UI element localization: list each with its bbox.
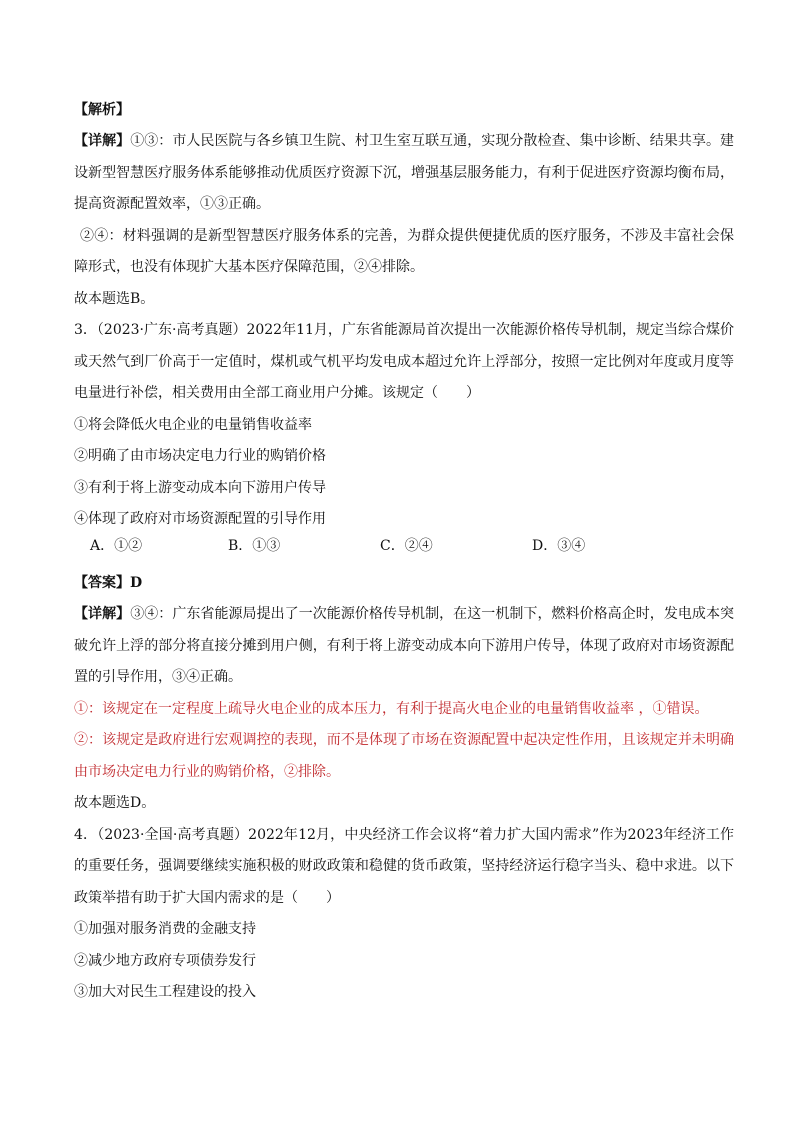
- choice-c: C．②④: [380, 537, 433, 554]
- detail-tag: 【详解】: [74, 133, 131, 149]
- analysis-heading: 【解析】: [74, 102, 130, 118]
- choice-d: D．③④: [532, 537, 586, 554]
- choice-b: B．①③: [228, 537, 281, 554]
- question-3-stem: 3．（2023·广东·高考真题）2022年11月，广东省能源局首次提出一次能源价格传导机制，规定当综合煤价或天然气到厂价高于一定值时，煤机或气机平均发电成本超过允许上浮部分，按照一定比例对年度或月度等电量进行补偿，相关费用由全部工商业用户分摊。该规定（ ）: [74, 322, 734, 401]
- question-3-option-2: ②明确了由市场决定电力行业的购销价格: [74, 448, 326, 464]
- question-3-choices: [74, 536, 734, 556]
- analysis-detail-paragraph: [74, 126, 734, 221]
- question-3-option-1: ①将会降低火电企业的电量销售收益率: [74, 416, 312, 433]
- question-4-option-1: ①加强对服务消费的金融支持: [74, 921, 256, 937]
- detail-text: ①③：市人民医院与各乡镇卫生院、村卫生室互联互通，实现分散检查、集中诊断、结果共享。建设新型智慧医疗服务体系能够推动优质医疗资源下沉，增强基层服务能力，有利于促进医疗资源均衡布局，提高资源配置效率，①③正确。: [74, 133, 735, 212]
- question-3-conclusion: 故本题选D。: [74, 795, 156, 811]
- question-4-option-3: ③加大对民生工程建设的投入: [74, 984, 256, 1000]
- question-3-option-4: ④体现了政府对市场资源配置的引导作用: [74, 511, 326, 527]
- question-3-detail-red-2: ②：该规定是政府进行宏观调控的表现，而不是体现了市场在资源配置中起决定性作用，且该规定并未明确由市场决定电力行业的购销价格，②排除。: [74, 732, 734, 780]
- analysis-detail-paragraph-2: [74, 221, 734, 284]
- q3-detail-text: ③④：广东省能源局提出了一次能源价格传导机制，在这一机制下，燃料价格高企时，发电成本突破允许上浮的部分将直接分摊到用户侧，有利于将上游变动成本向下游用户传导，体现了政府对市场资源配置的引导作用，③④正确。: [74, 606, 735, 685]
- question-4-option-2: ②减少地方政府专项债券发行: [74, 952, 256, 969]
- analysis-conclusion: 故本题选B。: [74, 290, 155, 307]
- document-page: [74, 100, 734, 1009]
- choice-a: A．①②: [90, 537, 143, 554]
- q3-detail-tag: 【详解】: [74, 606, 131, 622]
- detail-text-2: ②④：材料强调的是新型智慧医疗服务体系的完善，为群众提供便捷优质的医疗服务，不涉及丰富社会保障形式，也没有体现扩大基本医疗保障范围，②④排除。: [74, 227, 734, 275]
- question-3-answer: 【答案】D: [74, 574, 143, 591]
- question-3-detail-paragraph: [74, 599, 734, 694]
- question-4-stem: 4．（2023·全国·高考真题）2022年12月，中央经济工作会议将“着力扩大国内需求”作为2023年经济工作的重要任务，强调要继续实施积极的财政政策和稳健的货币政策，坚持经济运行稳字当头、稳中求进。以下政策举措有助于扩大国内需求的是（ ）: [74, 826, 734, 906]
- question-3-detail-red-1: ①：该规定在一定程度上疏导火电企业的成本压力，有利于提高火电企业的电量销售收益率 ，①错误。: [74, 700, 709, 717]
- question-3-option-3: ③有利于将上游变动成本向下游用户传导: [74, 479, 326, 496]
